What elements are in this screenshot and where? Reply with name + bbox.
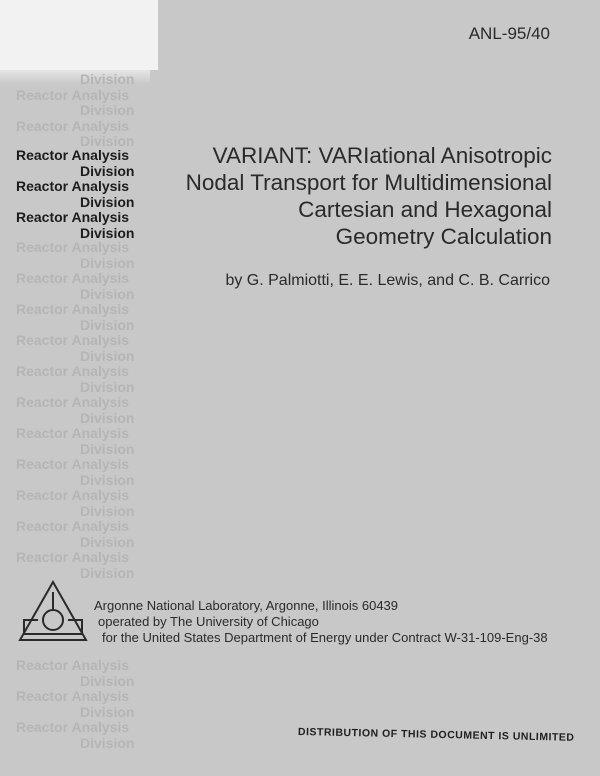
sidebar-line: Division [80, 502, 135, 519]
sidebar-line: Reactor Analysis [16, 147, 130, 163]
title-line: Nodal Transport for Multidimensional [185, 170, 552, 195]
sidebar-line: Reactor Analysis [16, 518, 130, 534]
sidebar-line: Division [80, 285, 135, 302]
organization-block [94, 598, 548, 646]
sidebar-line: Division [80, 378, 135, 395]
sidebar-line: Division [80, 703, 135, 720]
sidebar-line: Reactor Analysis [16, 425, 130, 441]
title-line: Cartesian and Hexagonal [298, 197, 552, 222]
sidebar-line: Reactor Analysis [16, 301, 130, 317]
sidebar-line: Division [80, 672, 135, 689]
sidebar-line: Division [80, 347, 135, 364]
sidebar-upper [16, 72, 156, 150]
sidebar-line: Reactor Analysis [16, 688, 130, 704]
sidebar-line: Division [80, 224, 135, 241]
sidebar-line: Division [80, 734, 135, 751]
sidebar-line: Reactor Analysis [16, 719, 130, 735]
sidebar-line: Division [80, 471, 135, 488]
sidebar-line: Division [80, 409, 135, 426]
title-line: VARIANT: VARIational Anisotropic [212, 143, 552, 168]
sidebar-line: Division [80, 533, 135, 550]
organization-line: operated by The University of Chicago [98, 614, 319, 629]
sidebar-line: Reactor Analysis [16, 657, 130, 673]
sidebar-line: Reactor Analysis [16, 209, 130, 225]
sidebar-line: Division [80, 564, 135, 581]
sidebar-line: Division [80, 133, 135, 149]
sidebar-line: Reactor Analysis [16, 86, 130, 103]
argonne-logo-icon [18, 580, 88, 642]
sidebar-line: Division [80, 193, 135, 210]
sidebar-line: Division [80, 254, 135, 271]
sidebar-line: Reactor Analysis [16, 487, 130, 503]
sidebar-line: Division [80, 71, 135, 87]
sidebar-line: Division [80, 162, 135, 179]
sidebar-line: Reactor Analysis [16, 456, 130, 472]
sidebar-line: Division [80, 102, 135, 118]
sidebar-line: Reactor Analysis [16, 117, 130, 134]
sidebar-line: Division [80, 316, 135, 333]
sidebar-line: Reactor Analysis [16, 178, 130, 194]
sidebar-dark [16, 148, 156, 241]
organization-line: Argonne National Laboratory, Argonne, Illinois 60439 [94, 598, 399, 613]
sidebar-line: Reactor Analysis [16, 270, 130, 286]
authors: by G. Palmiotti, E. E. Lewis, and C. B. Carrico [225, 272, 550, 289]
report-number: ANL-95/40 [468, 24, 550, 43]
sidebar-lower [16, 658, 156, 751]
sidebar-line: Reactor Analysis [16, 239, 130, 255]
sidebar-line: Reactor Analysis [16, 363, 130, 379]
cover-corner-patch [0, 0, 158, 70]
sidebar-line: Division [80, 440, 135, 457]
sidebar-middle [16, 240, 156, 581]
distribution-stamp: DISTRIBUTION OF THIS DOCUMENT IS UNLIMITED [297, 726, 575, 744]
sidebar-line: Reactor Analysis [16, 332, 130, 348]
title-line: Geometry Calculation [335, 224, 552, 249]
sidebar-line: Reactor Analysis [16, 549, 130, 565]
document-title [152, 142, 552, 250]
organization-line: for the United States Department of Energy under Contract W-31-109-Eng-38 [102, 630, 548, 645]
sidebar-line: Reactor Analysis [16, 394, 130, 410]
